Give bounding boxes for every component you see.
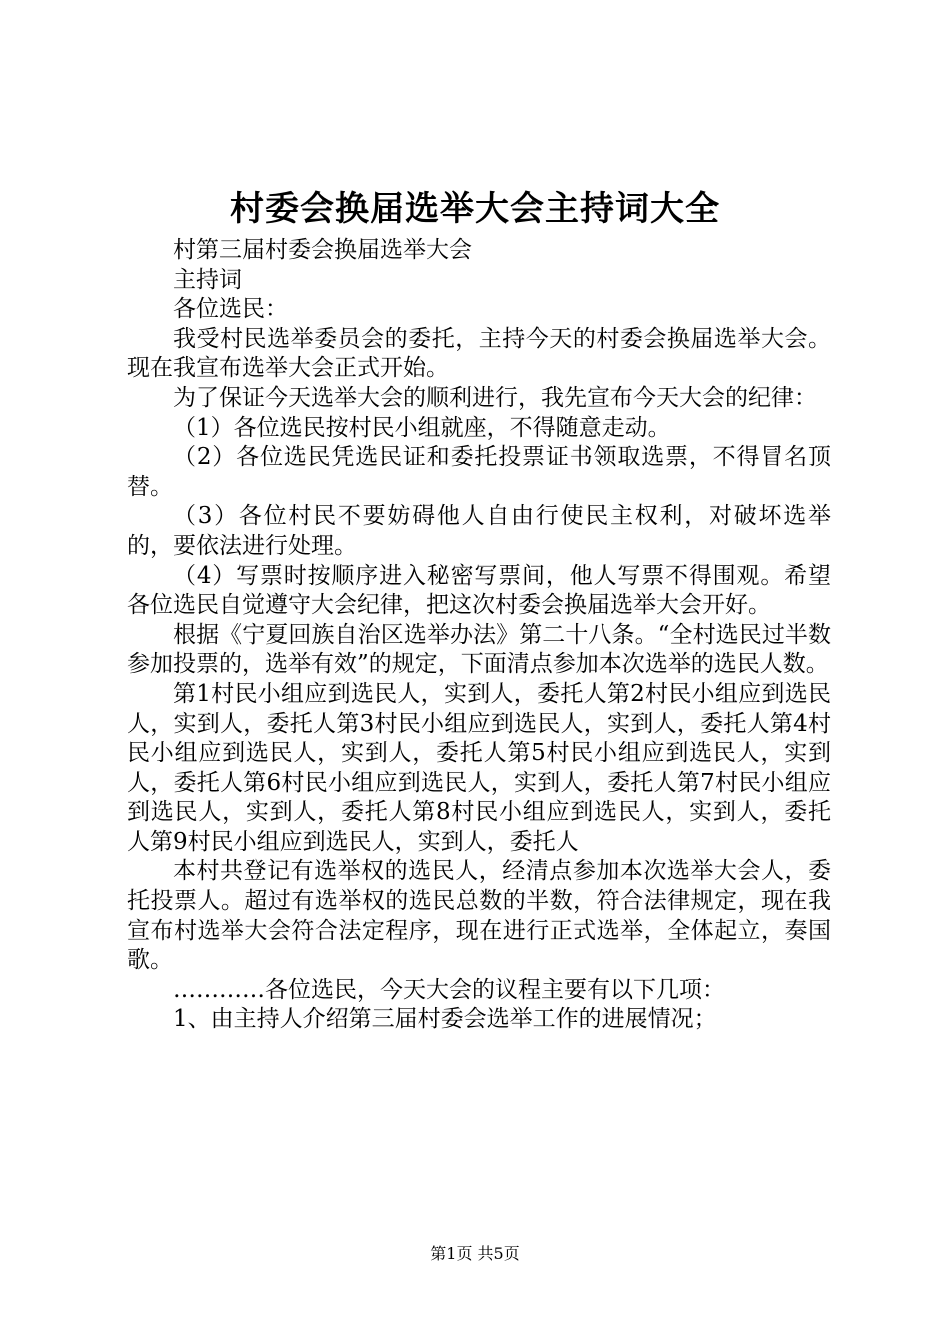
paragraph: 我受村民选举委员会的委托，主持今天的村委会换届选举大会。现在我宣布选举大会正式开始。	[127, 325, 831, 382]
paragraph: 本村共登记有选举权的选民人，经清点参加本次选举大会人，委托投票人。超过有选举权的选民总数的半数，符合法律规定，现在我宣布村选举大会符合法定程序，现在进行正式选举，全体起立，奏国歌。	[127, 858, 831, 974]
paragraph: 各位选民：	[173, 296, 288, 323]
paragraph: 主持词	[173, 266, 242, 293]
document-title: 村委会换届选举大会主持词大全	[230, 189, 720, 229]
paragraph: …………各位选民，今天大会的议程主要有以下几项：	[173, 976, 725, 1003]
paragraph: 为了保证今天选举大会的顺利进行，我先宣布今天大会的纪律：	[173, 384, 817, 411]
paragraph: （3）各位村民不要妨碍他人自由行使民主权利，对破坏选举的，要依法进行处理。	[127, 503, 831, 559]
paragraph: 村第三届村委会换届选举大会	[173, 237, 472, 263]
paragraph: 1、由主持人介绍第三届村委会选举工作的进展情况；	[173, 1006, 717, 1033]
paragraph: 根据《宁夏回族自治区选举办法》第二十八条。“全村选民过半数参加投票的，选举有效”的规定，下面清点参加本次选举的选民人数。	[127, 621, 831, 678]
document-body	[127, 236, 831, 1035]
page-footer: 第1页 共5页	[430, 1244, 520, 1263]
paragraph: 第1村民小组应到选民人，实到人，委托人第2村民小组应到选民人，实到人，委托人第3村民小组应到选民人，实到人，委托人第4村民小组应到选民人，实到人，委托人第5村民小组应到选民人，实到人，委托人第6村民小组应到选民人，实到人，委托人第7村民小组应到选民人，实到人，委托人第8村民小组应到选民人，实到人，委托人第9村民小组应到选民人，实到人，委托人	[127, 680, 831, 855]
paragraph: （2）各位选民凭选民证和委托投票证书领取选票，不得冒名顶替。	[127, 444, 831, 500]
paragraph: （1）各位选民按村民小组就座，不得随意走动。	[173, 414, 671, 441]
paragraph: （4）写票时按顺序进入秘密写票间，他人写票不得围观。希望各位选民自觉遵守大会纪律，把这次村委会换届选举大会开好。	[127, 562, 831, 619]
